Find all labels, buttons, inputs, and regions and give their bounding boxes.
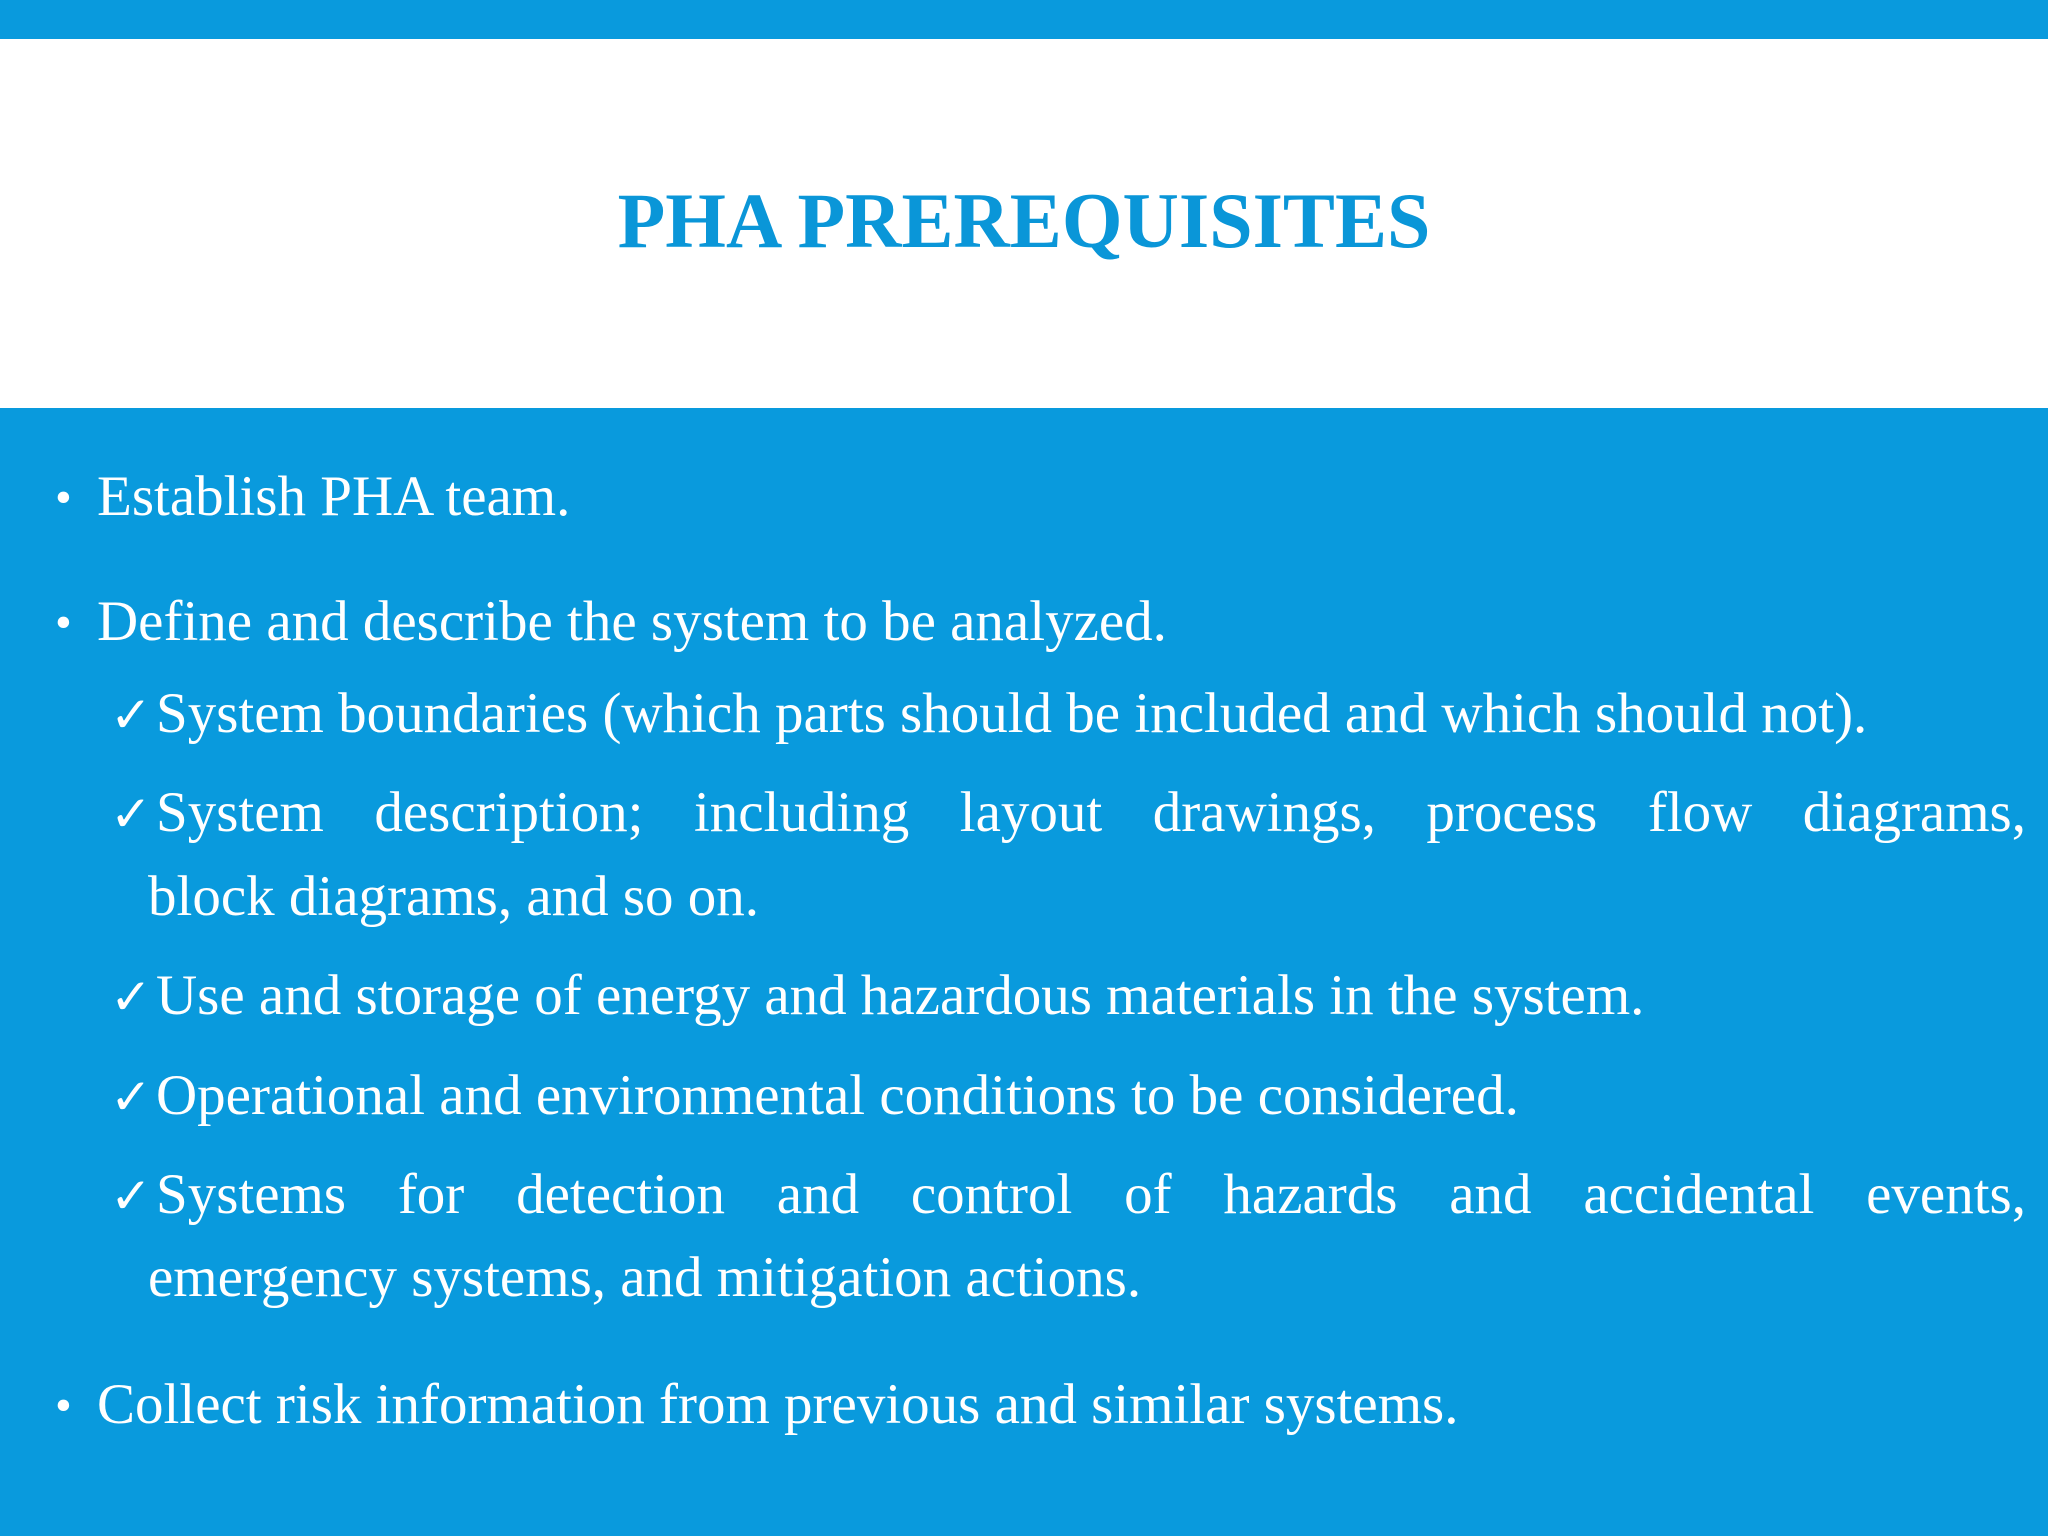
top-accent-bar [0, 0, 2048, 39]
bullet-establish-team: Establish PHA team. [97, 465, 571, 528]
content-panel [0, 408, 2048, 1536]
sub-item-boundaries: System boundaries (which parts should be included and which should not). [156, 682, 1868, 745]
sub-item-detection-line2: emergency systems, and mitigation actions. [148, 1246, 1142, 1309]
checkmark-icon: ✓ [110, 968, 152, 1026]
checkmark-icon: ✓ [110, 785, 152, 843]
sub-item-description-line2: block diagrams, and so on. [148, 865, 760, 928]
checkmark-icon: ✓ [110, 1167, 152, 1225]
sub-item-energy-materials: Use and storage of energy and hazardous materials in the system. [156, 964, 1645, 1027]
bullet-collect-risk-info: Collect risk information from previous and similar systems. [97, 1373, 1459, 1436]
checkmark-icon: ✓ [110, 1068, 152, 1126]
sub-item-conditions: Operational and environmental conditions to be considered. [156, 1064, 1519, 1127]
bullet-marker: • [55, 471, 72, 524]
sub-item-description-line1: System description; including layout drawings, process flow diagrams, [156, 781, 2026, 844]
checkmark-icon: ✓ [110, 686, 152, 744]
sub-item-detection-line1: Systems for detection and control of hazards and accidental events, [156, 1163, 2026, 1226]
bullet-define-system: Define and describe the system to be analyzed. [97, 590, 1167, 653]
bullet-marker: • [55, 1379, 72, 1432]
bullet-marker: • [55, 596, 72, 649]
slide-title: PHA PREREQUISITES [617, 177, 1431, 264]
